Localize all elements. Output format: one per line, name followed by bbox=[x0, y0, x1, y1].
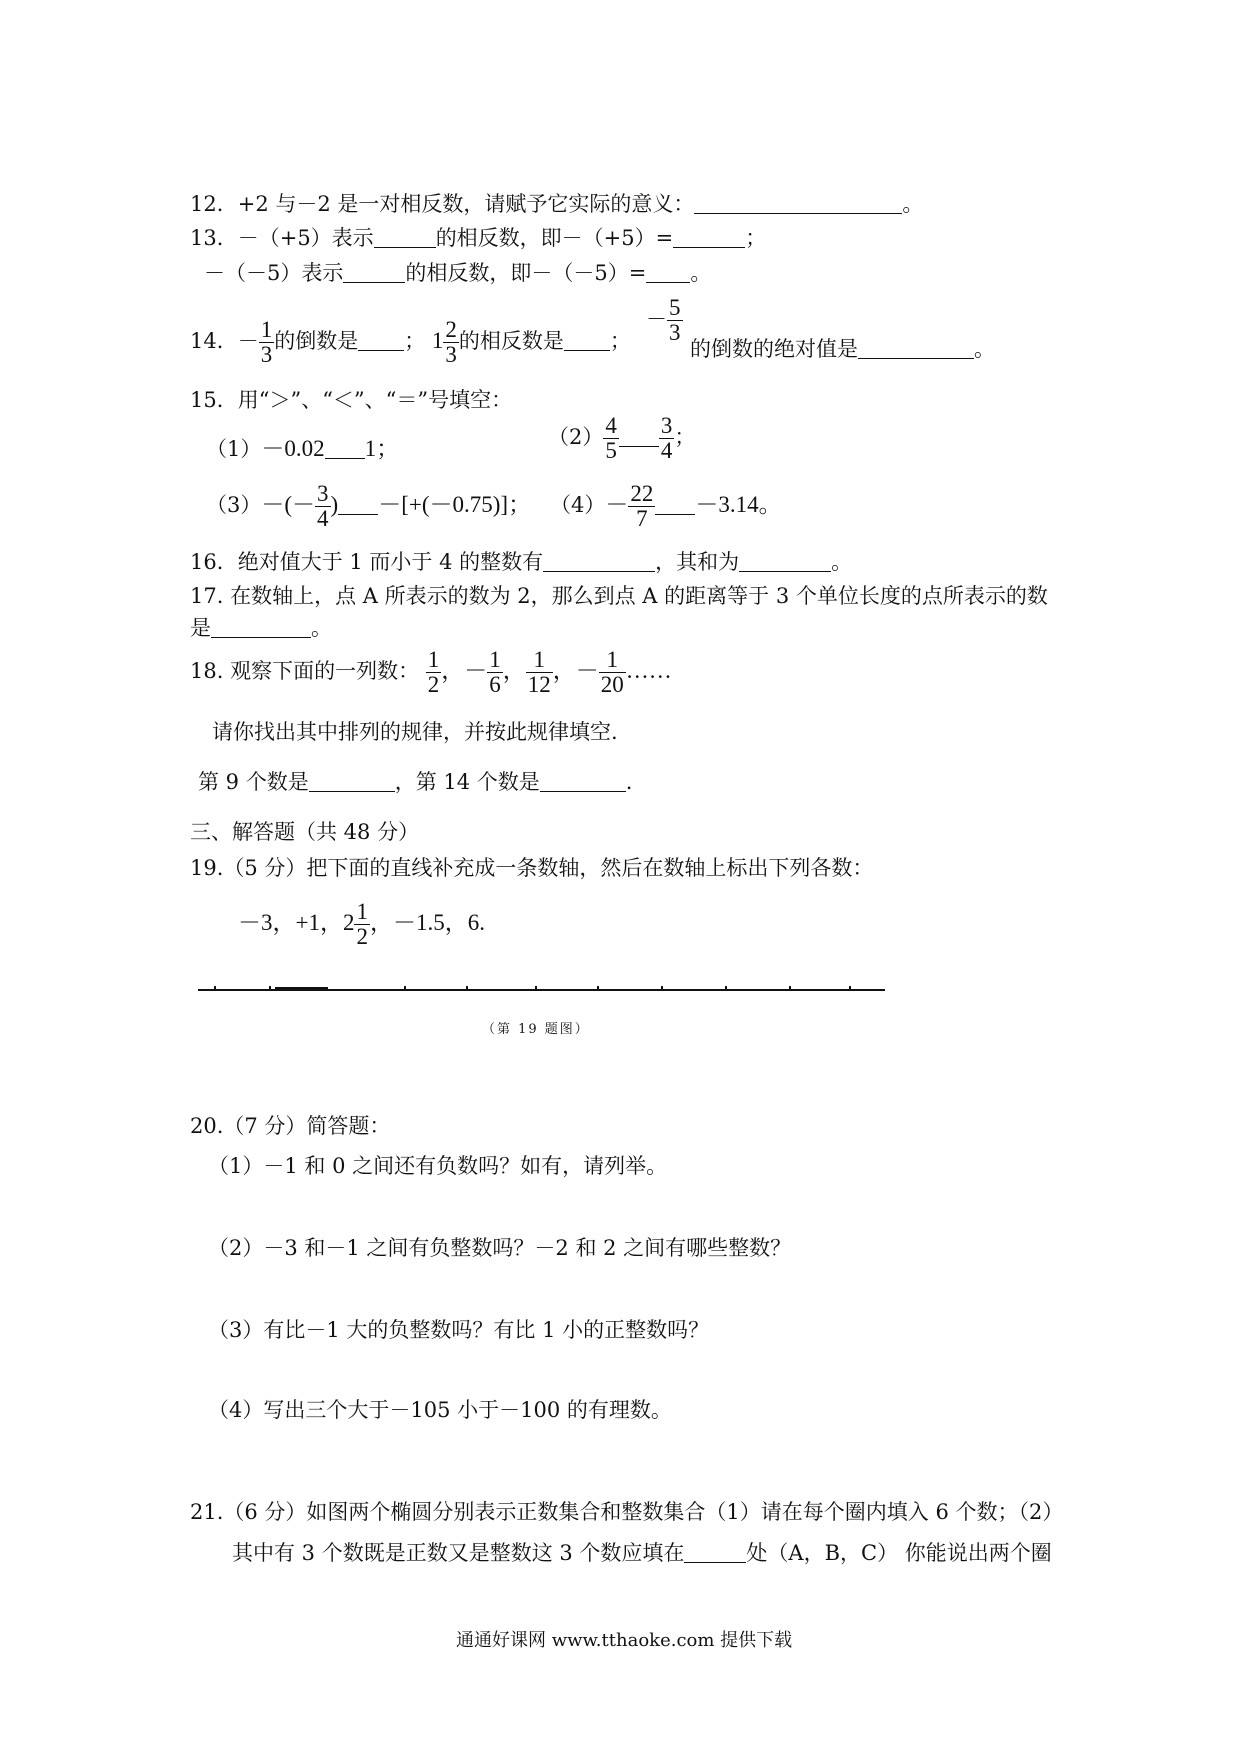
q13-blank-1[interactable] bbox=[374, 227, 436, 248]
q15-blank-3[interactable] bbox=[338, 494, 378, 515]
question-18-line-3: 第 9 个数是 ，第 14 个数是 . bbox=[198, 770, 633, 794]
question-20-title: 20.（7 分）简答题： bbox=[190, 1114, 391, 1138]
question-19-numbers: －3，+1，2 $\frac{1}{2}$ ，－1.5，6. bbox=[238, 899, 485, 950]
q15-part-1: （1）－0.02 1； bbox=[206, 436, 400, 461]
number-line-figure[interactable] bbox=[190, 976, 890, 1000]
question-19-title: 19.（5 分）把下面的直线补充成一条数轴，然后在数轴上标出下列各数： bbox=[190, 856, 874, 880]
q13-blank-2[interactable] bbox=[673, 227, 745, 248]
q15-blank-4[interactable] bbox=[655, 494, 695, 515]
question-20-part-3: （3）有比－1 大的负整数吗？有比 1 小的正整数吗？ bbox=[208, 1318, 710, 1342]
q14-fraction-1: $\frac{1}{3}$ bbox=[260, 317, 273, 368]
q16-blank-1[interactable] bbox=[543, 551, 655, 572]
q15-blank-2[interactable] bbox=[619, 426, 659, 447]
question-16: 16．绝对值大于 1 而小于 4 的整数有 ，其和为 。 bbox=[190, 550, 853, 574]
q14-fraction-3: $\frac{5}{3}$ bbox=[669, 295, 681, 346]
question-18-line-2: 请你找出其中排列的规律，并按此规律填空. bbox=[212, 720, 618, 744]
q16-blank-2[interactable] bbox=[739, 551, 831, 572]
question-21-line-1: 21.（6 分）如图两个椭圆分别表示正数集合和整数集合（1）请在每个圈内填入 6 个数；（2） bbox=[190, 1500, 1064, 1524]
q14-blank-3[interactable] bbox=[858, 338, 974, 359]
question-20-part-4: （4）写出三个大于－105 小于－100 的有理数。 bbox=[208, 1398, 672, 1422]
q14-blank-1[interactable] bbox=[358, 330, 404, 351]
q15-blank-1[interactable] bbox=[325, 438, 365, 459]
section-3-heading: 三、解答题（共 48 分） bbox=[190, 820, 420, 844]
question-14: 14．－ $\frac{1}{3}$ 的倒数是 ； 1 $\frac{2}{3}$ 的相反数是 ； bbox=[190, 317, 631, 368]
question-18: 18. 观察下面的一列数： $\frac{1}{2}$ ，－ $\frac{1}{6}$ ， $\frac{1}{12}$ ，－ $\frac{1}{20}$ …… bbox=[190, 647, 672, 698]
q13-blank-3[interactable] bbox=[343, 262, 405, 283]
q21-blank[interactable] bbox=[684, 1542, 746, 1563]
question-17-line-2: 是 。 bbox=[190, 616, 332, 640]
question-14-part-3-text: 的倒数的绝对值是 。 bbox=[690, 337, 995, 361]
q15-part-3: （3）－(－ $\frac{3}{4}$ ) －[+(－0.75)]； bbox=[206, 481, 532, 532]
q12-text: 12．+2 与－2 是一对相反数，请赋予它实际的意义： bbox=[190, 192, 695, 216]
question-13-line-1: 13．－（+5）表示 的相反数，即－（+5）= ； bbox=[190, 226, 767, 250]
q12-answer-blank[interactable] bbox=[694, 193, 902, 214]
question-21-line-2: 其中有 3 个数既是正数又是整数这 3 个数应填在 处（A，B，C） 你能说出两个圈 bbox=[232, 1541, 1052, 1565]
question-12: 12．+2 与－2 是一对相反数，请赋予它实际的意义： 。 bbox=[190, 192, 924, 216]
question-14-part-3: － $\frac{5}{3}$ bbox=[646, 295, 681, 346]
question-20-part-2: （2）－3 和－1 之间有负整数吗？－2 和 2 之间有哪些整数？ bbox=[208, 1236, 792, 1260]
figure-19-caption: （第 19 题图） bbox=[482, 1022, 590, 1037]
question-13-line-2: －（－5）表示 的相反数，即－（－5）= 。 bbox=[204, 261, 712, 285]
q14-mixed-fraction: $\frac{2}{3}$ bbox=[445, 317, 457, 368]
q17-blank[interactable] bbox=[211, 617, 311, 638]
question-20-part-1: （1）－1 和 0 之间还有负数吗？如有，请列举。 bbox=[208, 1154, 668, 1178]
q13-blank-4[interactable] bbox=[646, 262, 690, 283]
question-17-line-1: 17. 在数轴上，点 A 所表示的数为 2，那么到点 A 的距离等于 3 个单位长度的点所表示的数 bbox=[190, 584, 1048, 608]
q18-blank-1[interactable] bbox=[309, 771, 395, 792]
q15-part-2: （2） $\frac{4}{5}$ $\frac{3}{4}$ ； bbox=[548, 413, 696, 464]
q14-blank-2[interactable] bbox=[564, 330, 610, 351]
q15-part-4: （4）－ $\frac{22}{7}$ －3.14。 bbox=[550, 481, 782, 532]
page-footer: 通通好课网 www.tthaoke.com 提供下载 bbox=[456, 1630, 793, 1651]
q18-blank-2[interactable] bbox=[540, 771, 626, 792]
question-15-title: 15．用“＞”、“＜”、“＝”号填空： bbox=[190, 388, 513, 412]
